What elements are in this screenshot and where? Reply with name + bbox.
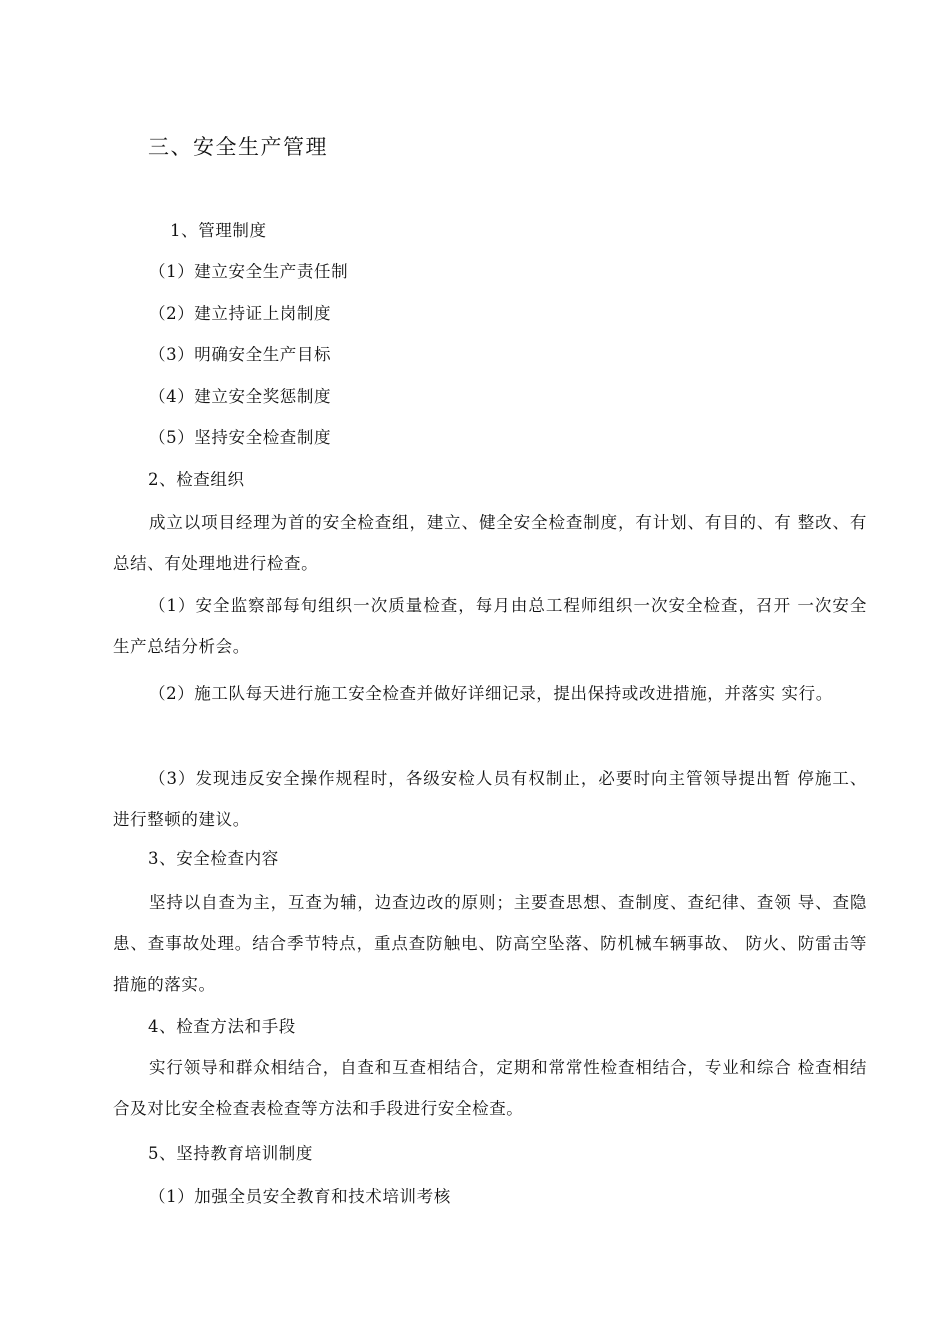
paragraph-inspection-item-3: （3）发现违反安全操作规程时，各级安检人员有权制止，必要时向主管领导提出暂 停施工、进行整顿的建议。 (113, 769, 867, 829)
heading-inspection-content: 3、安全检查内容 (148, 849, 279, 868)
heading-inspection-methods: 4、检查方法和手段 (148, 1017, 296, 1036)
paragraph-inspection-methods: 实行领导和群众相结合，自查和互查相结合，定期和常常性检查相结合，专业和综合 检查相结合及对比安全检查表检查等方法和手段进行安全检查。 (113, 1058, 867, 1118)
paragraph-inspection-item-2: （2）施工队每天进行施工安全检查并做好详细记录，提出保持或改进措施，并落实 实行。 (149, 684, 833, 703)
paragraph-inspection-content: 坚持以自查为主，互查为辅，边查边改的原则；主要查思想、查制度、查纪律、查领 导、查隐患、查事故处理。结合季节特点，重点查防触电、防高空坠落、防机械车辆事故、 防火、防雷击等措施的落实。 (113, 893, 867, 994)
section-title: 三、安全生产管理 (148, 135, 328, 159)
heading-inspection-organization: 2、检查组织 (148, 470, 245, 489)
heading-management-system: 1、管理制度 (170, 221, 267, 240)
list-item: （3）明确安全生产目标 (149, 345, 332, 364)
paragraph-inspection-item-1: （1）安全监察部每旬组织一次质量检查，每月由总工程师组织一次安全检查，召开 一次安全生产总结分析会。 (113, 596, 867, 656)
list-item: （1）加强全员安全教育和技术培训考核 (149, 1187, 451, 1206)
paragraph-inspection-intro: 成立以项目经理为首的安全检查组，建立、健全安全检查制度，有计划、有目的、有 整改、有总结、有处理地进行检查。 (113, 513, 867, 573)
list-item: （2）建立持证上岗制度 (149, 304, 332, 323)
list-item: （1）建立安全生产责任制 (149, 262, 349, 281)
list-item: （4）建立安全奖惩制度 (149, 387, 332, 406)
heading-education-training: 5、坚持教育培训制度 (148, 1144, 313, 1163)
list-item: （5）坚持安全检查制度 (149, 428, 332, 447)
